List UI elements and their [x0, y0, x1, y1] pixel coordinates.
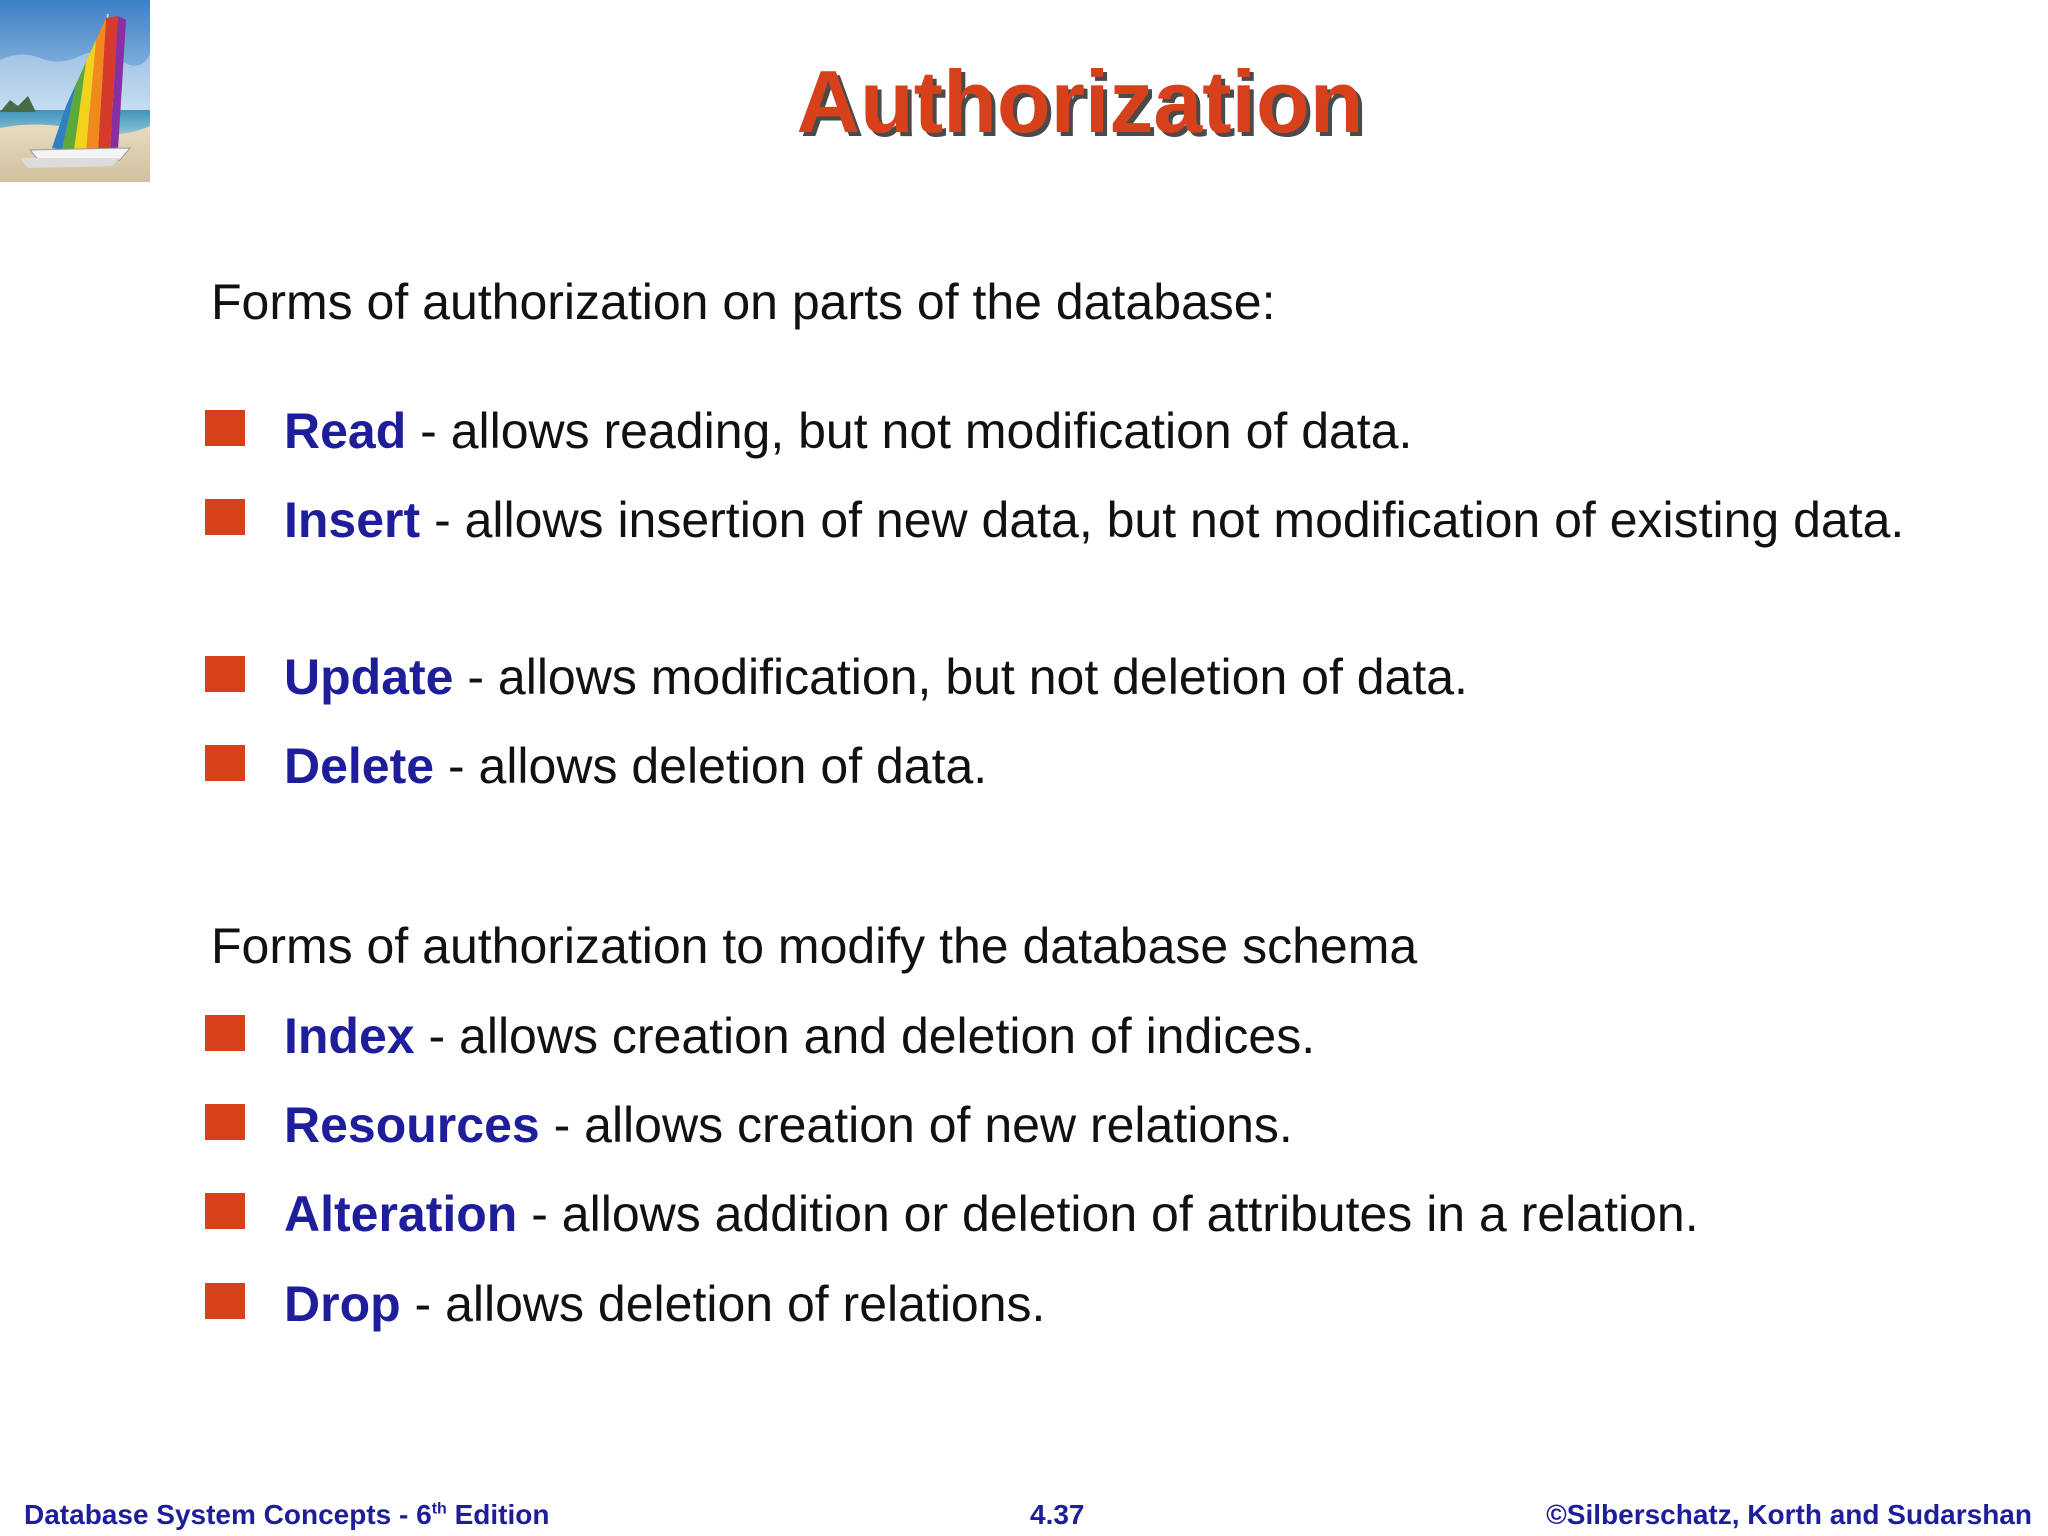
footer-book-title [24, 1498, 549, 1532]
bullet-icon [205, 1015, 245, 1051]
bullet-icon [205, 410, 245, 446]
footer-page-number: 4.37 [1030, 1499, 1085, 1530]
desc-insert: - allows insertion of new data, but not modification of existing data. [420, 492, 1905, 548]
footer-book-title-sup: th [431, 1500, 447, 1518]
term-insert: Insert [284, 492, 421, 548]
footer-copyright: ©Silberschatz, Korth and Sudarshan [1546, 1499, 2032, 1530]
list-item-resources [284, 1092, 1964, 1158]
sailboat-logo-icon [0, 0, 150, 182]
desc-drop: - allows deletion of relations. [400, 1276, 1046, 1332]
list-item-drop [284, 1271, 1964, 1337]
desc-delete: - allows deletion of data. [434, 738, 988, 794]
bullet-icon [205, 499, 245, 535]
bullet-icon [205, 656, 245, 692]
bullet-icon [205, 1283, 245, 1319]
desc-index: - allows creation and deletion of indices. [414, 1008, 1316, 1064]
term-drop: Drop [284, 1276, 401, 1332]
term-read: Read [284, 403, 407, 459]
bullet-icon [205, 745, 245, 781]
desc-read: - allows reading, but not modification of data. [406, 403, 1413, 459]
section2-intro: Forms of authorization to modify the database schema [211, 918, 1418, 974]
slide-title: Authorization [796, 52, 1364, 151]
list-item-read [284, 398, 1964, 464]
bullet-icon [205, 1193, 245, 1229]
term-resources: Resources [284, 1097, 540, 1153]
footer-book-title-main: Database System Concepts - 6 [24, 1499, 432, 1530]
desc-alteration: - allows addition or deletion of attributes in a relation. [517, 1186, 1699, 1242]
desc-resources: - allows creation of new relations. [539, 1097, 1293, 1153]
list-item-insert [284, 487, 1964, 553]
list-item-update [284, 644, 1964, 710]
list-item-index [284, 1003, 1964, 1069]
term-delete: Delete [284, 738, 435, 794]
term-alteration: Alteration [284, 1186, 518, 1242]
desc-update: - allows modification, but not deletion of data. [453, 649, 1468, 705]
list-item-delete [284, 733, 1964, 799]
section1-intro: Forms of authorization on parts of the database: [211, 274, 1276, 330]
footer-book-title-tail: Edition [446, 1499, 550, 1530]
bullet-icon [205, 1104, 245, 1140]
list-item-alteration [284, 1181, 1964, 1247]
term-index: Index [284, 1008, 415, 1064]
term-update: Update [284, 649, 454, 705]
